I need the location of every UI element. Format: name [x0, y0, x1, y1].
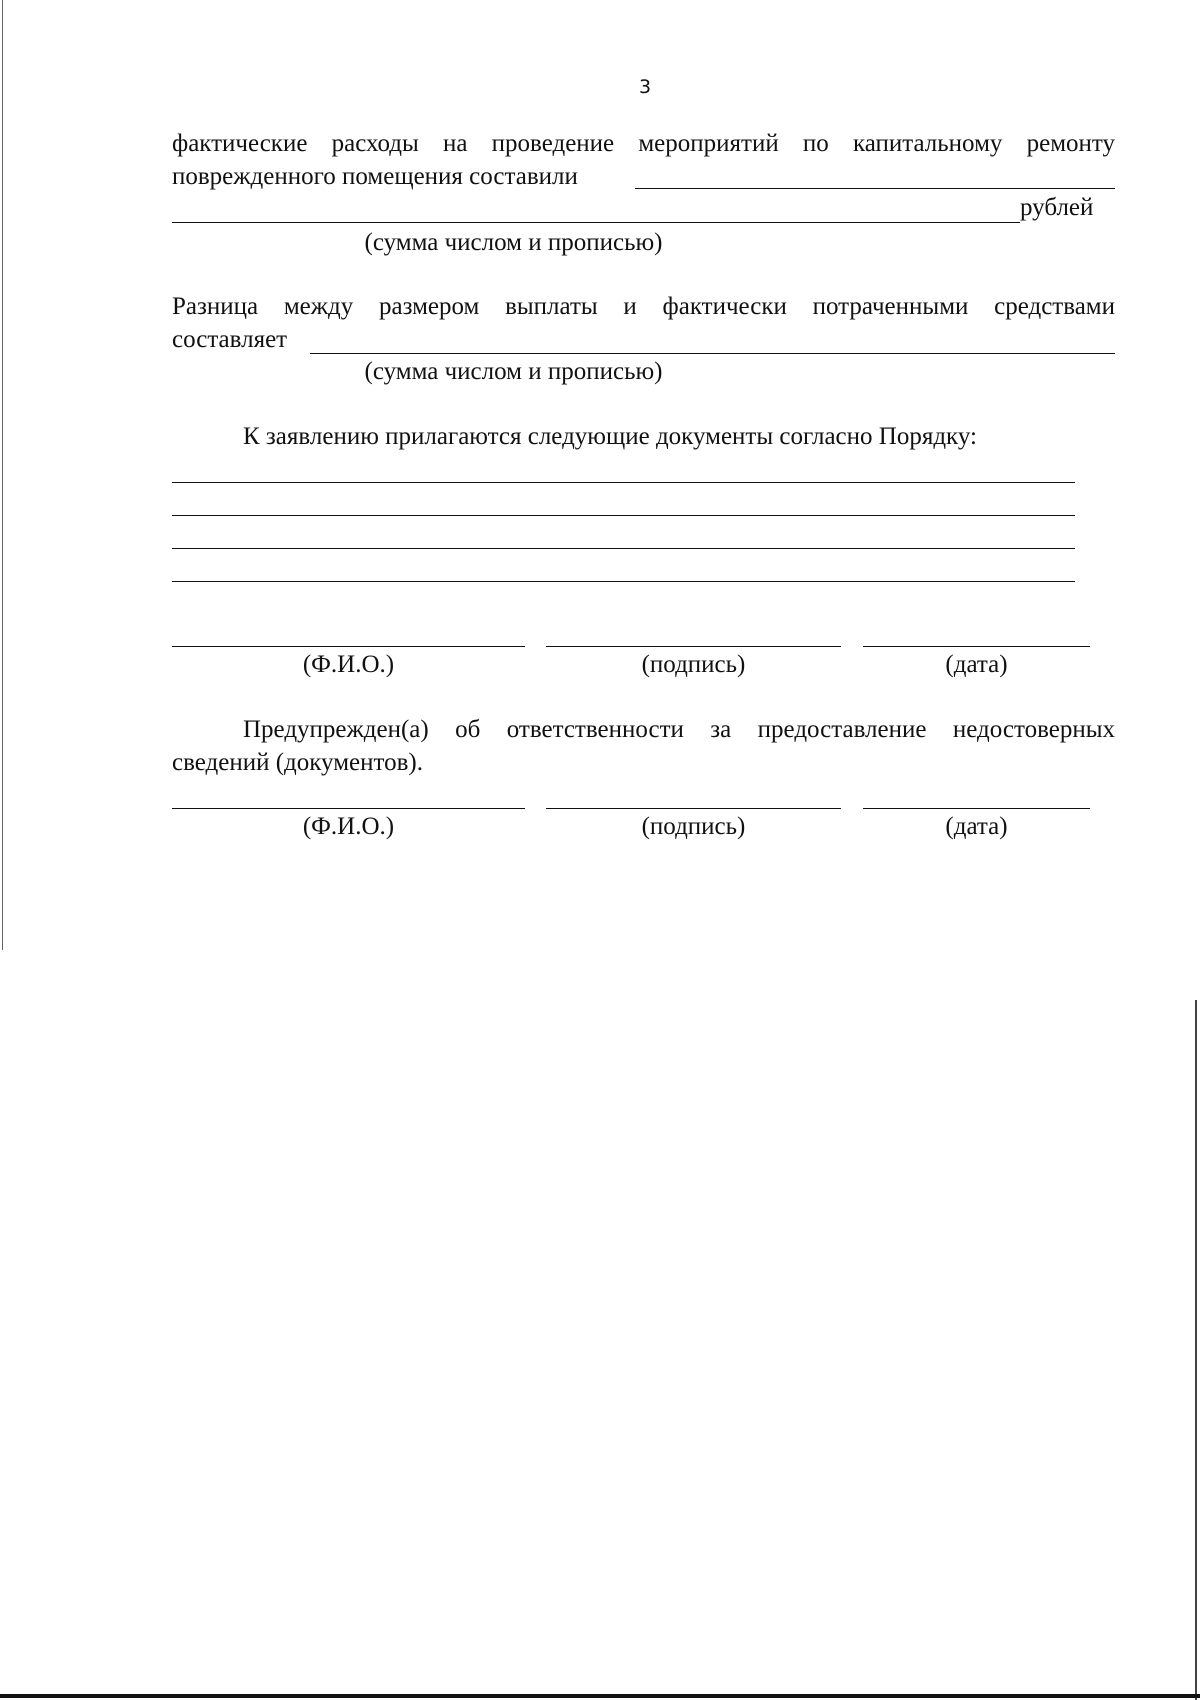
- date-caption-1: (дата): [945, 651, 1008, 678]
- attachment-line-4[interactable]: [172, 581, 1075, 582]
- signature-field-2[interactable]: [546, 808, 841, 809]
- fio-caption-2: (Ф.И.О.): [302, 813, 395, 840]
- scan-edge-right: [1195, 1000, 1197, 1700]
- difference-line-1: Разница между размером выплаты и фактически потраченными средствами: [172, 293, 1115, 320]
- signature-field-1[interactable]: [546, 646, 841, 647]
- attachment-line-1[interactable]: [172, 482, 1075, 483]
- date-caption-2: (дата): [945, 813, 1008, 840]
- difference-amount-field[interactable]: [310, 353, 1115, 354]
- expenses-line-1: фактические расходы на проведение мероприятий по капитальному ремонту: [172, 130, 1115, 157]
- attachment-line-3[interactable]: [172, 548, 1075, 549]
- warning-line-2: сведений (документов).: [172, 749, 424, 776]
- signature-caption-1: (подпись): [641, 651, 746, 678]
- expenses-amount-field-1[interactable]: [635, 188, 1115, 189]
- expenses-line-2: поврежденного помещения составили: [172, 163, 578, 190]
- attachments-intro: К заявлению прилагаются следующие документы согласно Порядку:: [243, 423, 977, 450]
- expenses-caption: [172, 228, 1115, 258]
- fio-field-2[interactable]: [172, 808, 525, 809]
- expenses-currency: рублей: [1020, 194, 1094, 221]
- date-field-2[interactable]: [863, 808, 1090, 809]
- fio-caption-1: (Ф.И.О.): [302, 651, 395, 678]
- expenses-amount-field-2[interactable]: [172, 222, 1020, 223]
- difference-line-2: составляет: [172, 326, 288, 353]
- page-number: 3: [638, 76, 652, 98]
- date-field-1[interactable]: [863, 646, 1090, 647]
- fio-field-1[interactable]: [172, 646, 525, 647]
- difference-caption-text: (сумма числом и прописью): [364, 358, 663, 385]
- difference-caption: [172, 357, 1115, 387]
- warning-line-1: Предупрежден(а) об ответственности за предоставление недостоверных: [243, 716, 1115, 743]
- expenses-caption-text: (сумма числом и прописью): [364, 229, 663, 256]
- signature-caption-2: (подпись): [641, 813, 746, 840]
- attachment-line-2[interactable]: [172, 515, 1075, 516]
- scan-edge-bottom: [0, 1694, 1200, 1698]
- scan-edge-left: [2, 0, 3, 950]
